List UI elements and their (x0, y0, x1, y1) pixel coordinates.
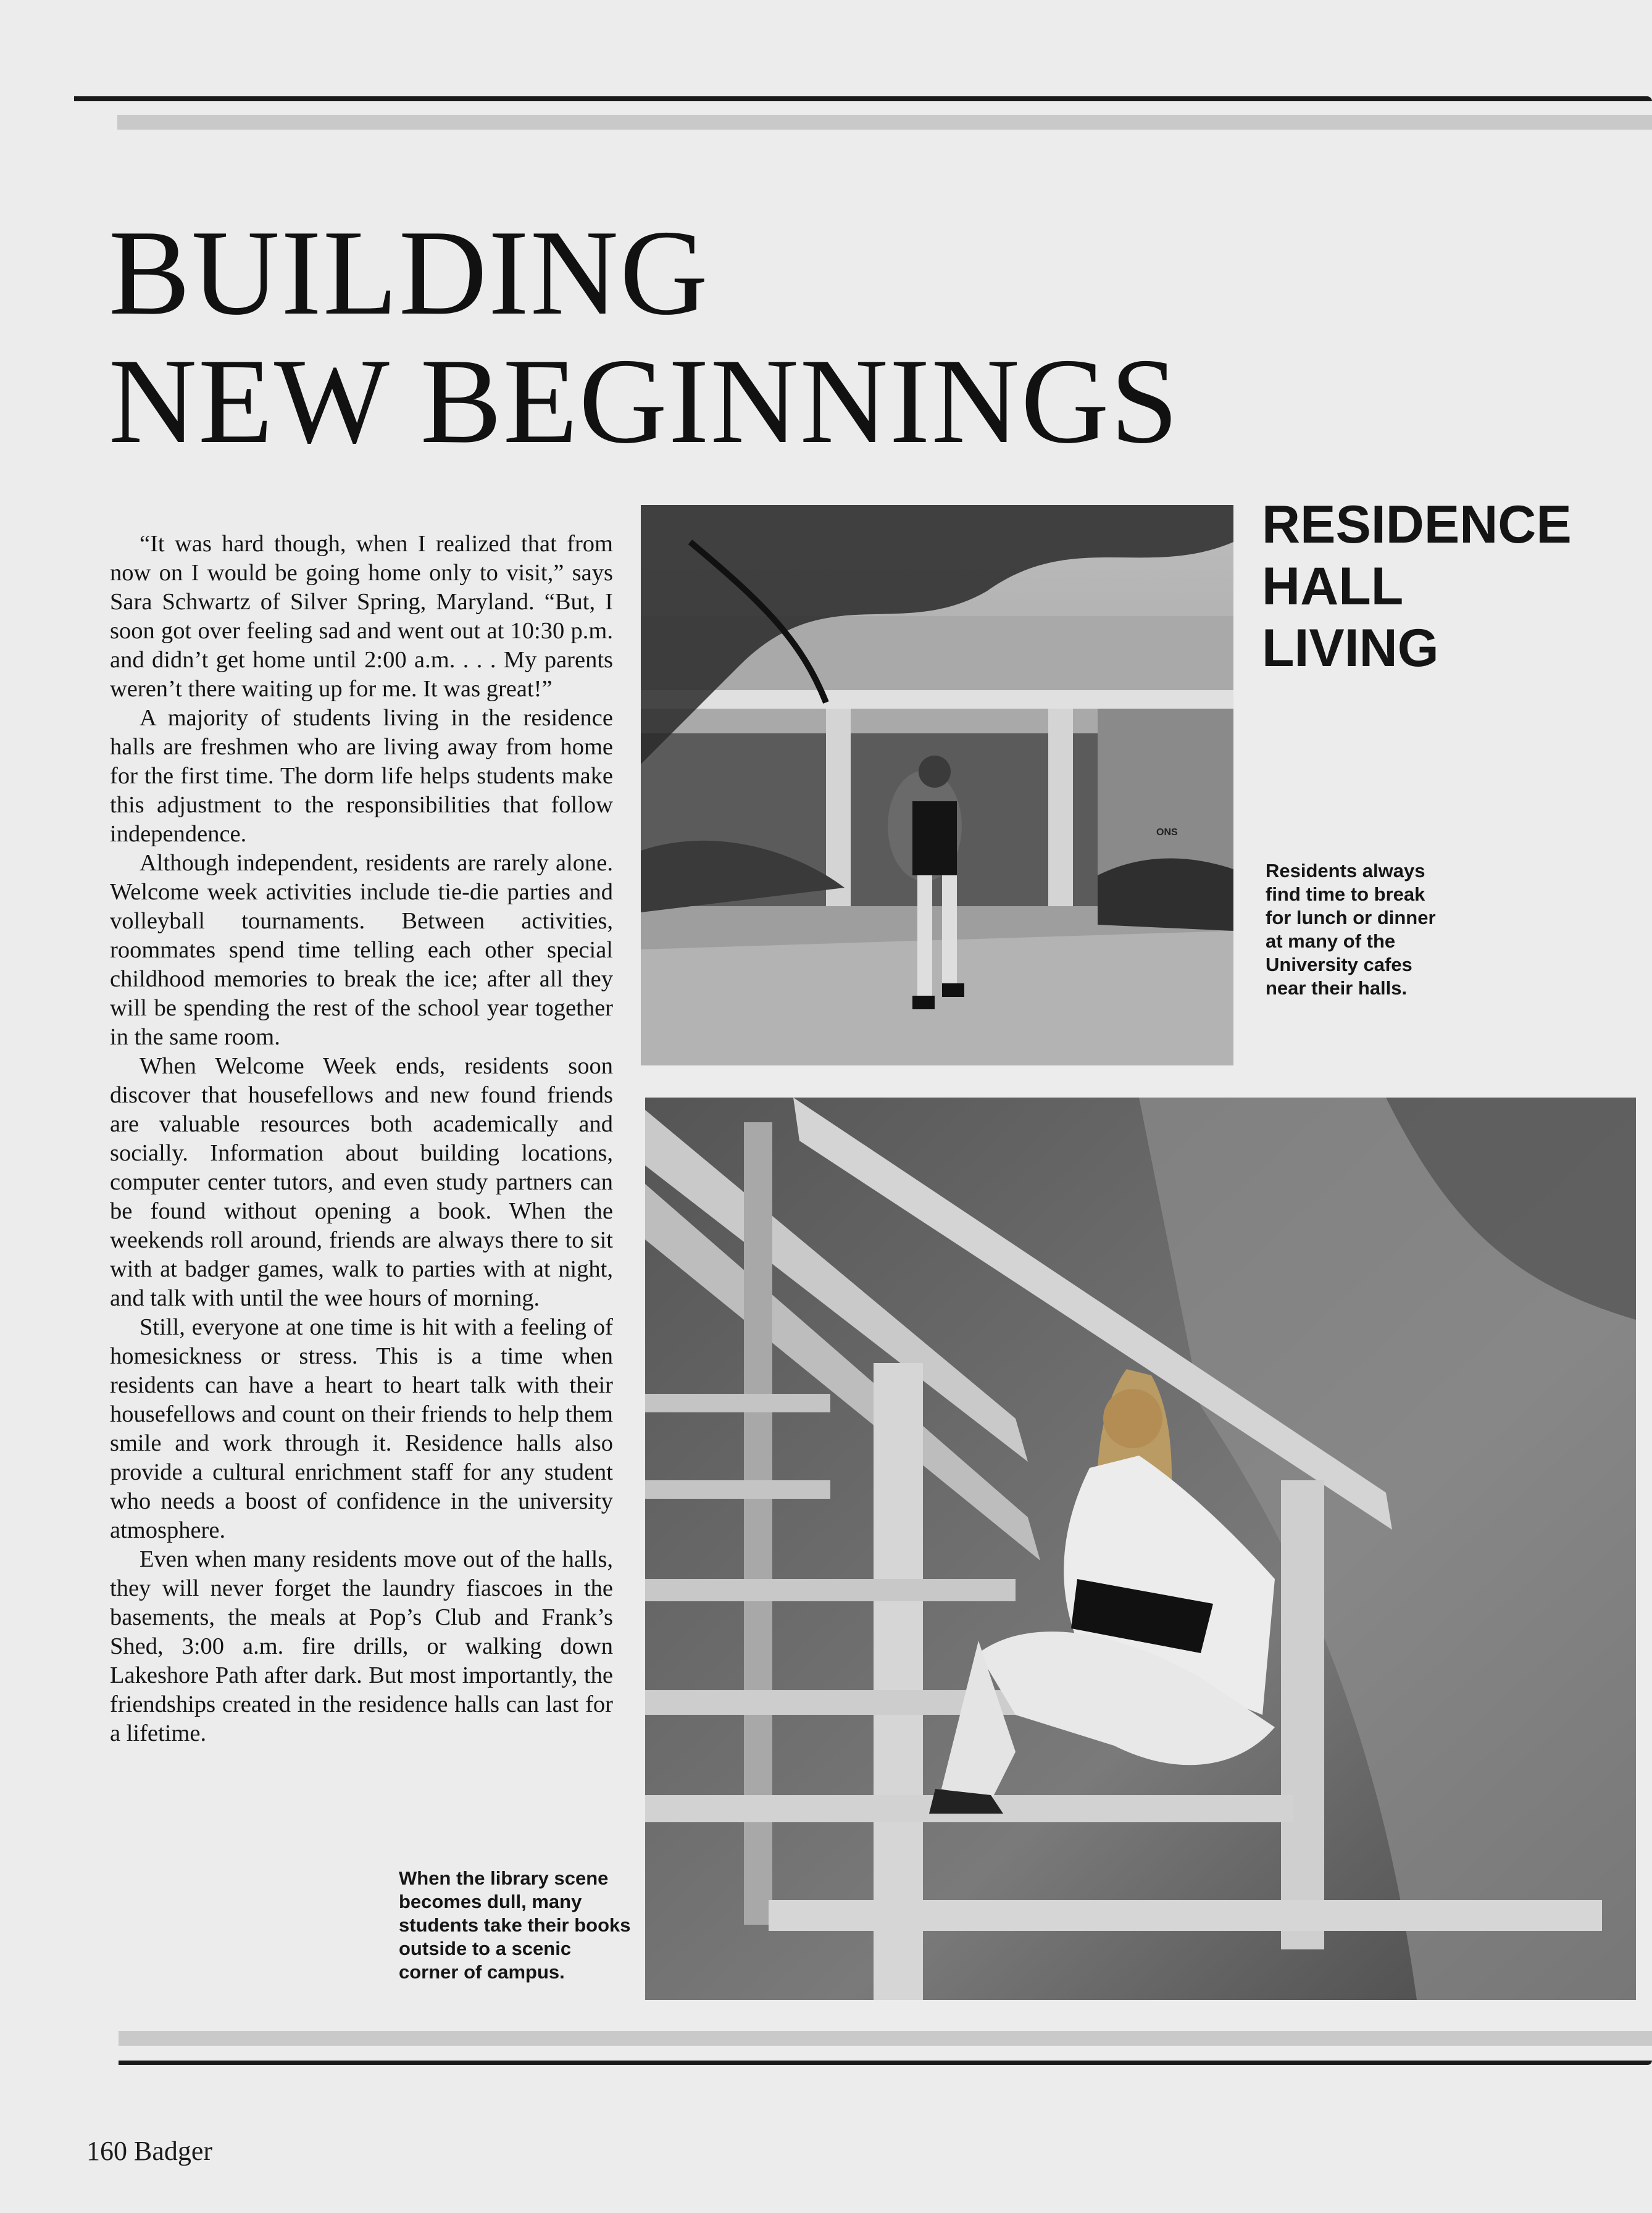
cafe-photo-caption: Residents always find time to break for lunch or dinner at many of the University cafes near their halls. (1266, 860, 1436, 999)
stairs-photo-caption: When the library scene becomes dull, many students take their books outside to a scenic corner of campus. (399, 1867, 631, 1983)
page-folio: 160 Badger (86, 2136, 213, 2166)
top-band (117, 115, 1652, 130)
section-heading-line-1: RESIDENCE (1262, 495, 1572, 554)
page-title-line-2: NEW BEGINNINGS (109, 333, 1180, 469)
student-on-stairs-photo (645, 1098, 1636, 2000)
student-on-stairs-photo-art (645, 1098, 1636, 2000)
section-heading (1262, 494, 1645, 679)
article-paragraph: Although independent, residents are rarely alone. Welcome week activities include tie-die parties and volleyball tournaments. Between activities, roommates spend time telling each other special childhood memories to break the ice; after all they will be spending the rest of the school year together in the same room. (110, 850, 613, 1050)
article-paragraph: When Welcome Week ends, residents soon discover that housefellows and new found friends are valuable resources both academically and socially. Information about building locations, computer center tutors, and even study partners can be found without opening a book. When the weekends roll around, friends are always there to sit with at badger games, walk to parties with at night, and talk with until the wee hours of morning. (110, 1053, 613, 1311)
article-paragraph: Still, everyone at one time is hit with a feeling of homesickness or stress. This is a time when residents can have a heart to heart talk with their housefellows and count on their friends to help them smile and work through it. Residence halls also provide a cultural enrichment staff for any student who needs a boost of confidence in the university atmosphere. (110, 1314, 613, 1543)
residence-hall-photo-art (641, 505, 1233, 1065)
bottom-rule (119, 2061, 1652, 2065)
top-rule (74, 96, 1652, 101)
section-heading-line-2: HALL (1262, 557, 1404, 616)
article-body (110, 530, 613, 1748)
section-heading-line-3: LIVING (1262, 619, 1439, 678)
bottom-band (119, 2031, 1652, 2046)
article-paragraph: “It was hard though, when I realized that from now on I would be going home only to visit,” says Sara Schwartz of Silver Spring, Maryland. “But, I soon got over feeling sad and went out at 10:30 p.m. and didn’t get home until 2:00 a.m. . . . My parents weren’t there waiting up for me. It was great!” (110, 531, 613, 702)
page-title-line-1: BUILDING (109, 205, 709, 340)
cafe-sign-text: ONS (1156, 827, 1178, 838)
residence-hall-photo (641, 505, 1233, 1065)
article-paragraph: Even when many residents move out of the halls, they will never forget the laundry fiascoes in the basements, the meals at Pop’s Club and Frank’s Shed, 3:00 a.m. fire drills, or walking down Lakeshore Path after dark. But most importantly, the friendships created in the residence halls can last for a lifetime. (110, 1546, 613, 1746)
article-paragraph: A majority of students living in the residence halls are freshmen who are living away from home for the first time. The dorm life helps students make this adjustment to the responsibilities that follow independence. (110, 705, 613, 847)
page-title (109, 205, 1343, 469)
